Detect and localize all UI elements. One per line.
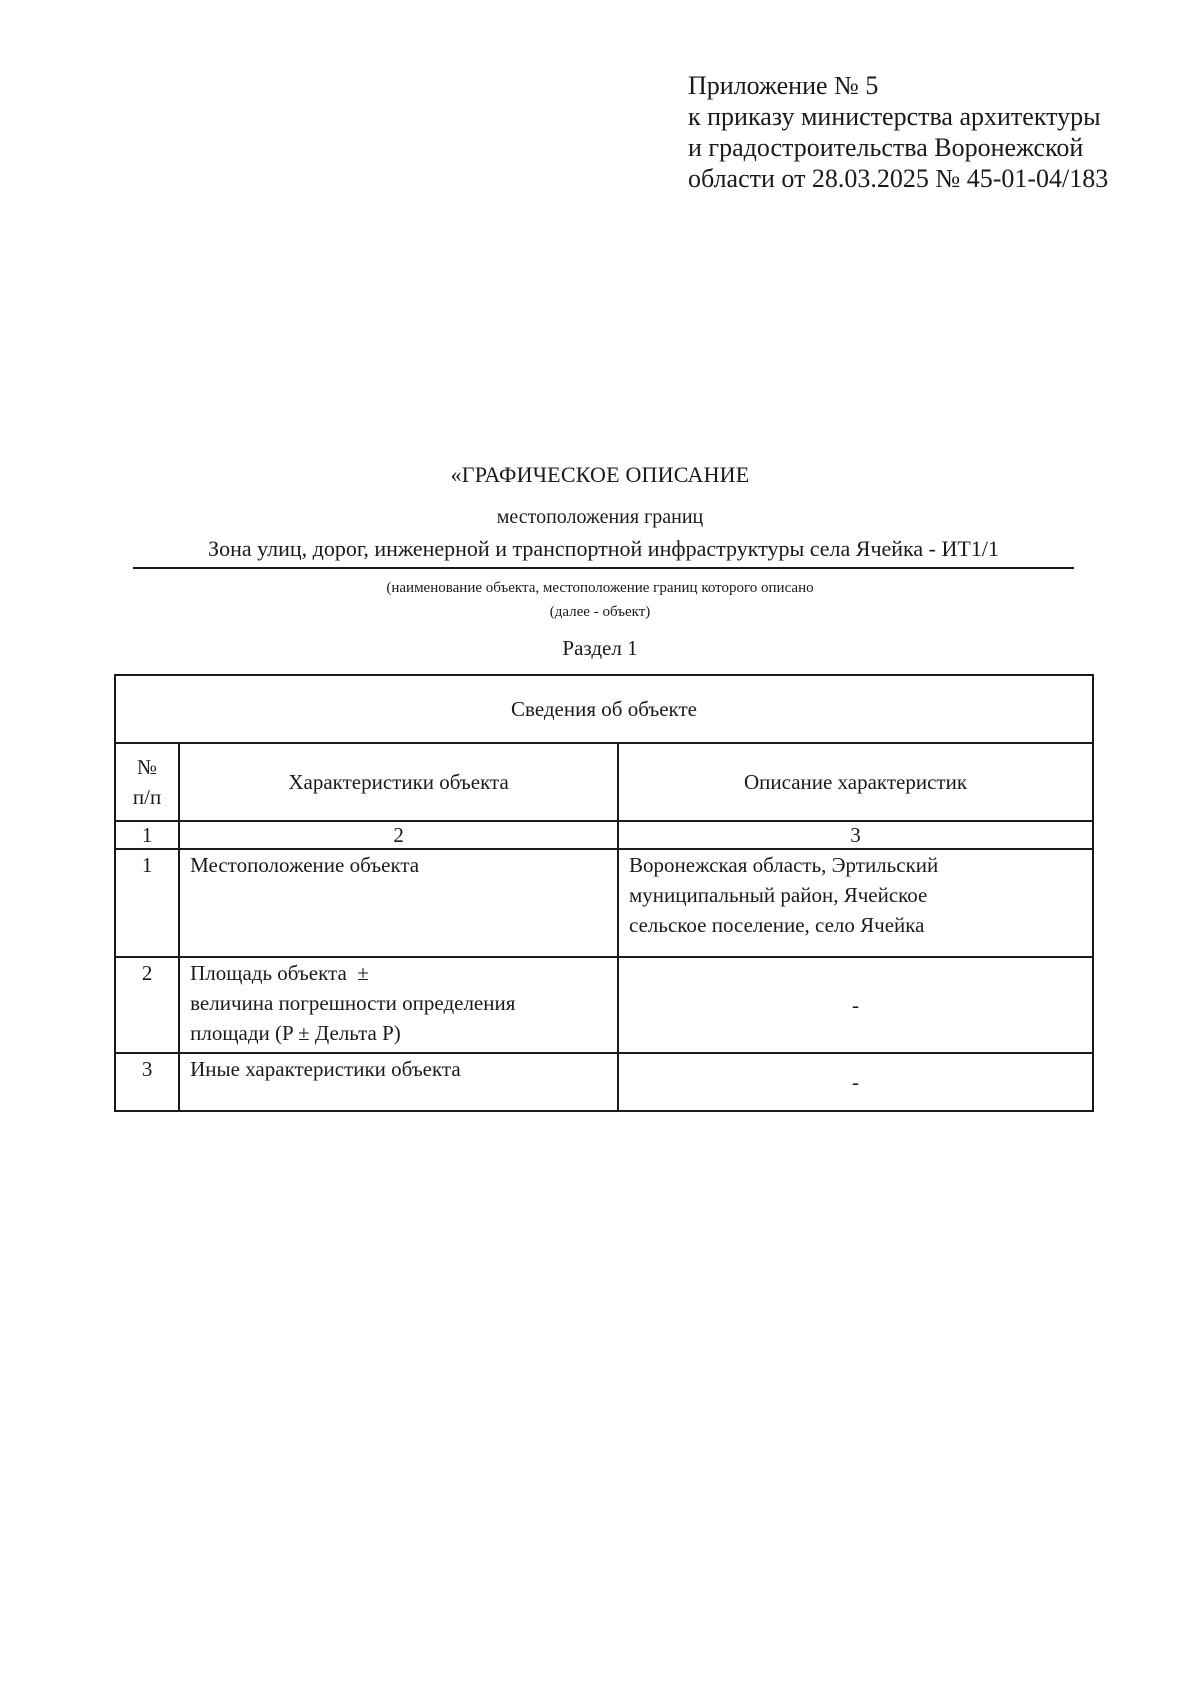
table-caption-row <box>115 675 1093 743</box>
object-caption-line: (далее - объект) <box>549 604 651 620</box>
row-description <box>618 849 1093 957</box>
description-line: - <box>852 993 859 1017</box>
appendix-header <box>688 70 1108 194</box>
table-caption: Сведения об объекте <box>115 675 1093 743</box>
section-label: Раздел 1 <box>562 636 638 660</box>
description-line: Воронежская область, Эртильский <box>629 853 939 877</box>
row-description <box>618 1053 1093 1111</box>
table-header-row <box>115 743 1093 821</box>
row-characteristic <box>179 1053 618 1111</box>
column-number: 1 <box>115 821 179 849</box>
document-subtitle: местоположения границ <box>496 506 704 528</box>
characteristic-line: площади (P ± Дельта P) <box>190 1021 401 1045</box>
row-characteristic <box>179 849 618 957</box>
description-line: муниципальный район, Ячейское <box>629 883 928 907</box>
header-description: Описание характеристик <box>618 743 1093 821</box>
appendix-line: к приказу министерства архитектуры <box>688 102 1101 131</box>
row-number: 1 <box>115 849 179 957</box>
header-number-line: № <box>137 755 158 779</box>
header-number-line: п/п <box>132 785 162 809</box>
characteristic-line: величина погрешности определения <box>190 991 516 1015</box>
table-row <box>115 957 1093 1053</box>
document-title: «ГРАФИЧЕСКОЕ ОПИСАНИЕ <box>450 462 750 487</box>
characteristic-line: Иные характеристики объекта <box>190 1057 461 1081</box>
characteristic-line: Местоположение объекта <box>190 853 420 877</box>
object-name: Зона улиц, дорог, инженерной и транспортной инфраструктуры села Ячейка - ИТ1/1 <box>133 536 1074 569</box>
row-characteristic <box>179 957 618 1053</box>
header-number <box>115 743 179 821</box>
column-number: 2 <box>179 821 618 849</box>
appendix-line: и градостроительства Воронежской <box>688 133 1084 162</box>
characteristic-line: Площадь объекта ± <box>190 961 369 985</box>
table-row <box>115 1053 1093 1111</box>
description-line: сельское поселение, село Ячейка <box>629 913 925 937</box>
column-number-row <box>115 821 1093 849</box>
table-row <box>115 849 1093 957</box>
row-number: 2 <box>115 957 179 1053</box>
description-line: - <box>852 1070 859 1094</box>
object-caption-line: (наименование объекта, местоположение границ которого описано <box>386 580 814 596</box>
row-description <box>618 957 1093 1053</box>
object-info-table <box>114 674 1094 1112</box>
header-characteristics: Характеристики объекта <box>179 743 618 821</box>
appendix-line: области от 28.03.2025 № 45-01-04/183 <box>688 164 1109 193</box>
appendix-line: Приложение № 5 <box>688 71 879 100</box>
row-number: 3 <box>115 1053 179 1111</box>
object-caption <box>0 576 1200 624</box>
column-number: 3 <box>618 821 1093 849</box>
